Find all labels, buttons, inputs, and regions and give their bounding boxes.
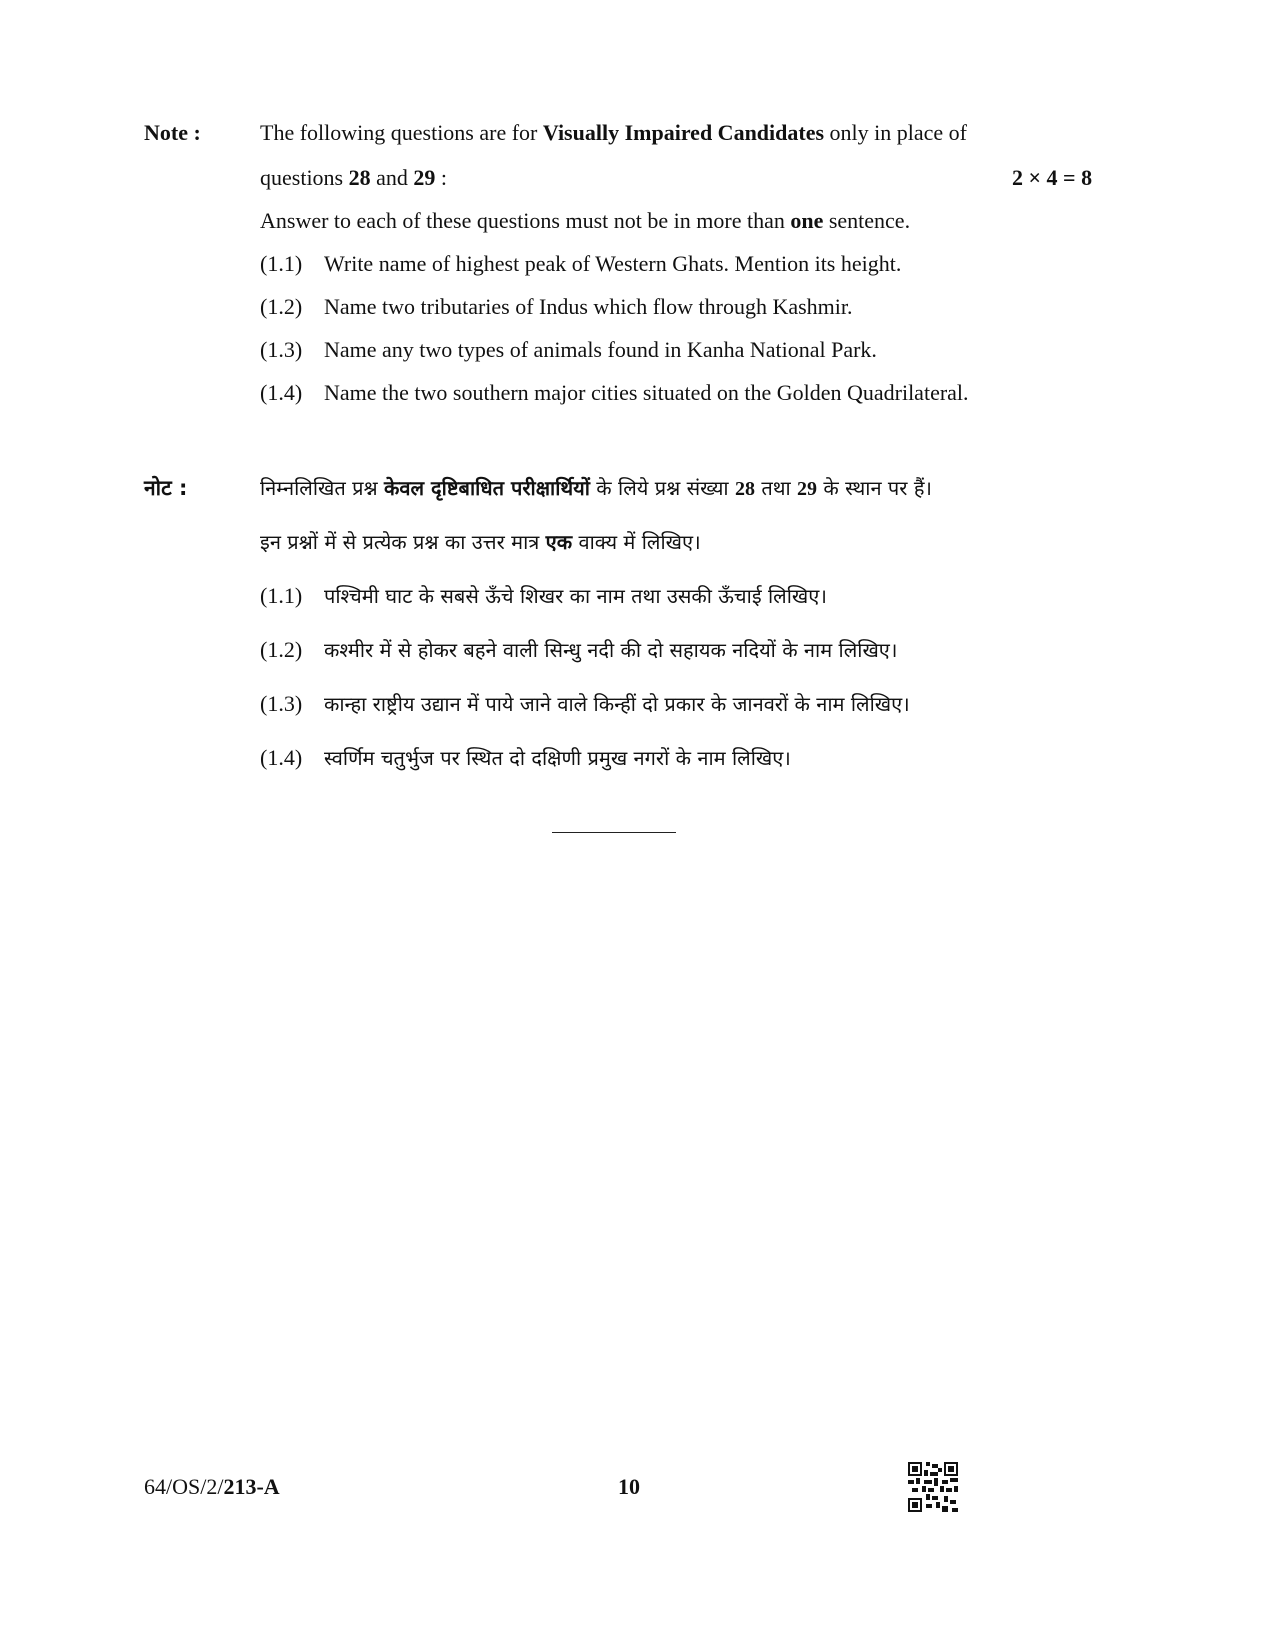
footer-paper-code: 64/OS/2/213-A	[144, 1474, 280, 1499]
question-number: (1.3)	[260, 691, 303, 716]
question-text: Name two tributaries of Indus which flow through Kashmir.	[324, 294, 853, 319]
question-text: कान्हा राष्ट्रीय उद्यान में पाये जाने वाले किन्हीं दो प्रकार के जानवरों के नाम लिखिए।	[324, 692, 910, 716]
hindi-question-1-3	[260, 690, 910, 717]
hindi-note-line-2: इन प्रश्नों में से प्रत्येक प्रश्न का उत्तर मात्र एक वाक्य में लिखिए।	[260, 530, 701, 554]
question-text: Name any two types of animals found in Kanha National Park.	[324, 337, 877, 362]
question-number: (1.1)	[260, 583, 303, 608]
hindi-question-1-4	[260, 744, 791, 771]
question-number: (1.2)	[260, 637, 303, 662]
english-question-1-1	[260, 251, 901, 277]
english-question-1-4	[260, 380, 969, 406]
english-note-line-1: The following questions are for Visually Impaired Candidates only in place of	[260, 120, 968, 145]
marks-allocation: 2 × 4 = 8	[1012, 165, 1093, 190]
question-text: Write name of highest peak of Western Ghats. Mention its height.	[324, 251, 902, 276]
hindi-note-line-1: निम्नलिखित प्रश्न केवल दृष्टिबाधित परीक्षार्थियों के लिये प्रश्न संख्या 28 तथा 29 के स्थान पर हैं।	[260, 476, 933, 500]
question-number: (1.1)	[260, 251, 303, 276]
question-number: (1.4)	[260, 380, 303, 405]
page-number: 10	[618, 1474, 640, 1499]
question-text: पश्चिमी घाट के सबसे ऊँचे शिखर का नाम तथा उसकी ऊँचाई लिखिए।	[324, 584, 827, 608]
question-number: (1.4)	[260, 745, 303, 770]
section-end-rule	[552, 832, 676, 833]
hindi-question-1-1	[260, 582, 827, 609]
english-note-label: Note :	[144, 120, 201, 145]
question-text: Name the two southern major cities situated on the Golden Quadrilateral.	[324, 380, 969, 405]
qr-code-icon	[908, 1462, 958, 1517]
english-note-line-3: Answer to each of these questions must not be in more than one sentence.	[260, 208, 911, 233]
english-question-1-3	[260, 337, 877, 363]
question-text: स्वर्णिम चतुर्भुज पर स्थित दो दक्षिणी प्रमुख नगरों के नाम लिखिए।	[324, 746, 791, 770]
english-note-line-2: questions 28 and 29 :	[260, 165, 448, 190]
english-question-1-2	[260, 294, 853, 320]
question-number: (1.2)	[260, 294, 303, 319]
hindi-note-label: नोट :	[144, 476, 188, 500]
question-number: (1.3)	[260, 337, 303, 362]
question-text: कश्मीर में से होकर बहने वाली सिन्धु नदी की दो सहायक नदियों के नाम लिखिए।	[324, 638, 898, 662]
hindi-question-1-2	[260, 636, 897, 663]
